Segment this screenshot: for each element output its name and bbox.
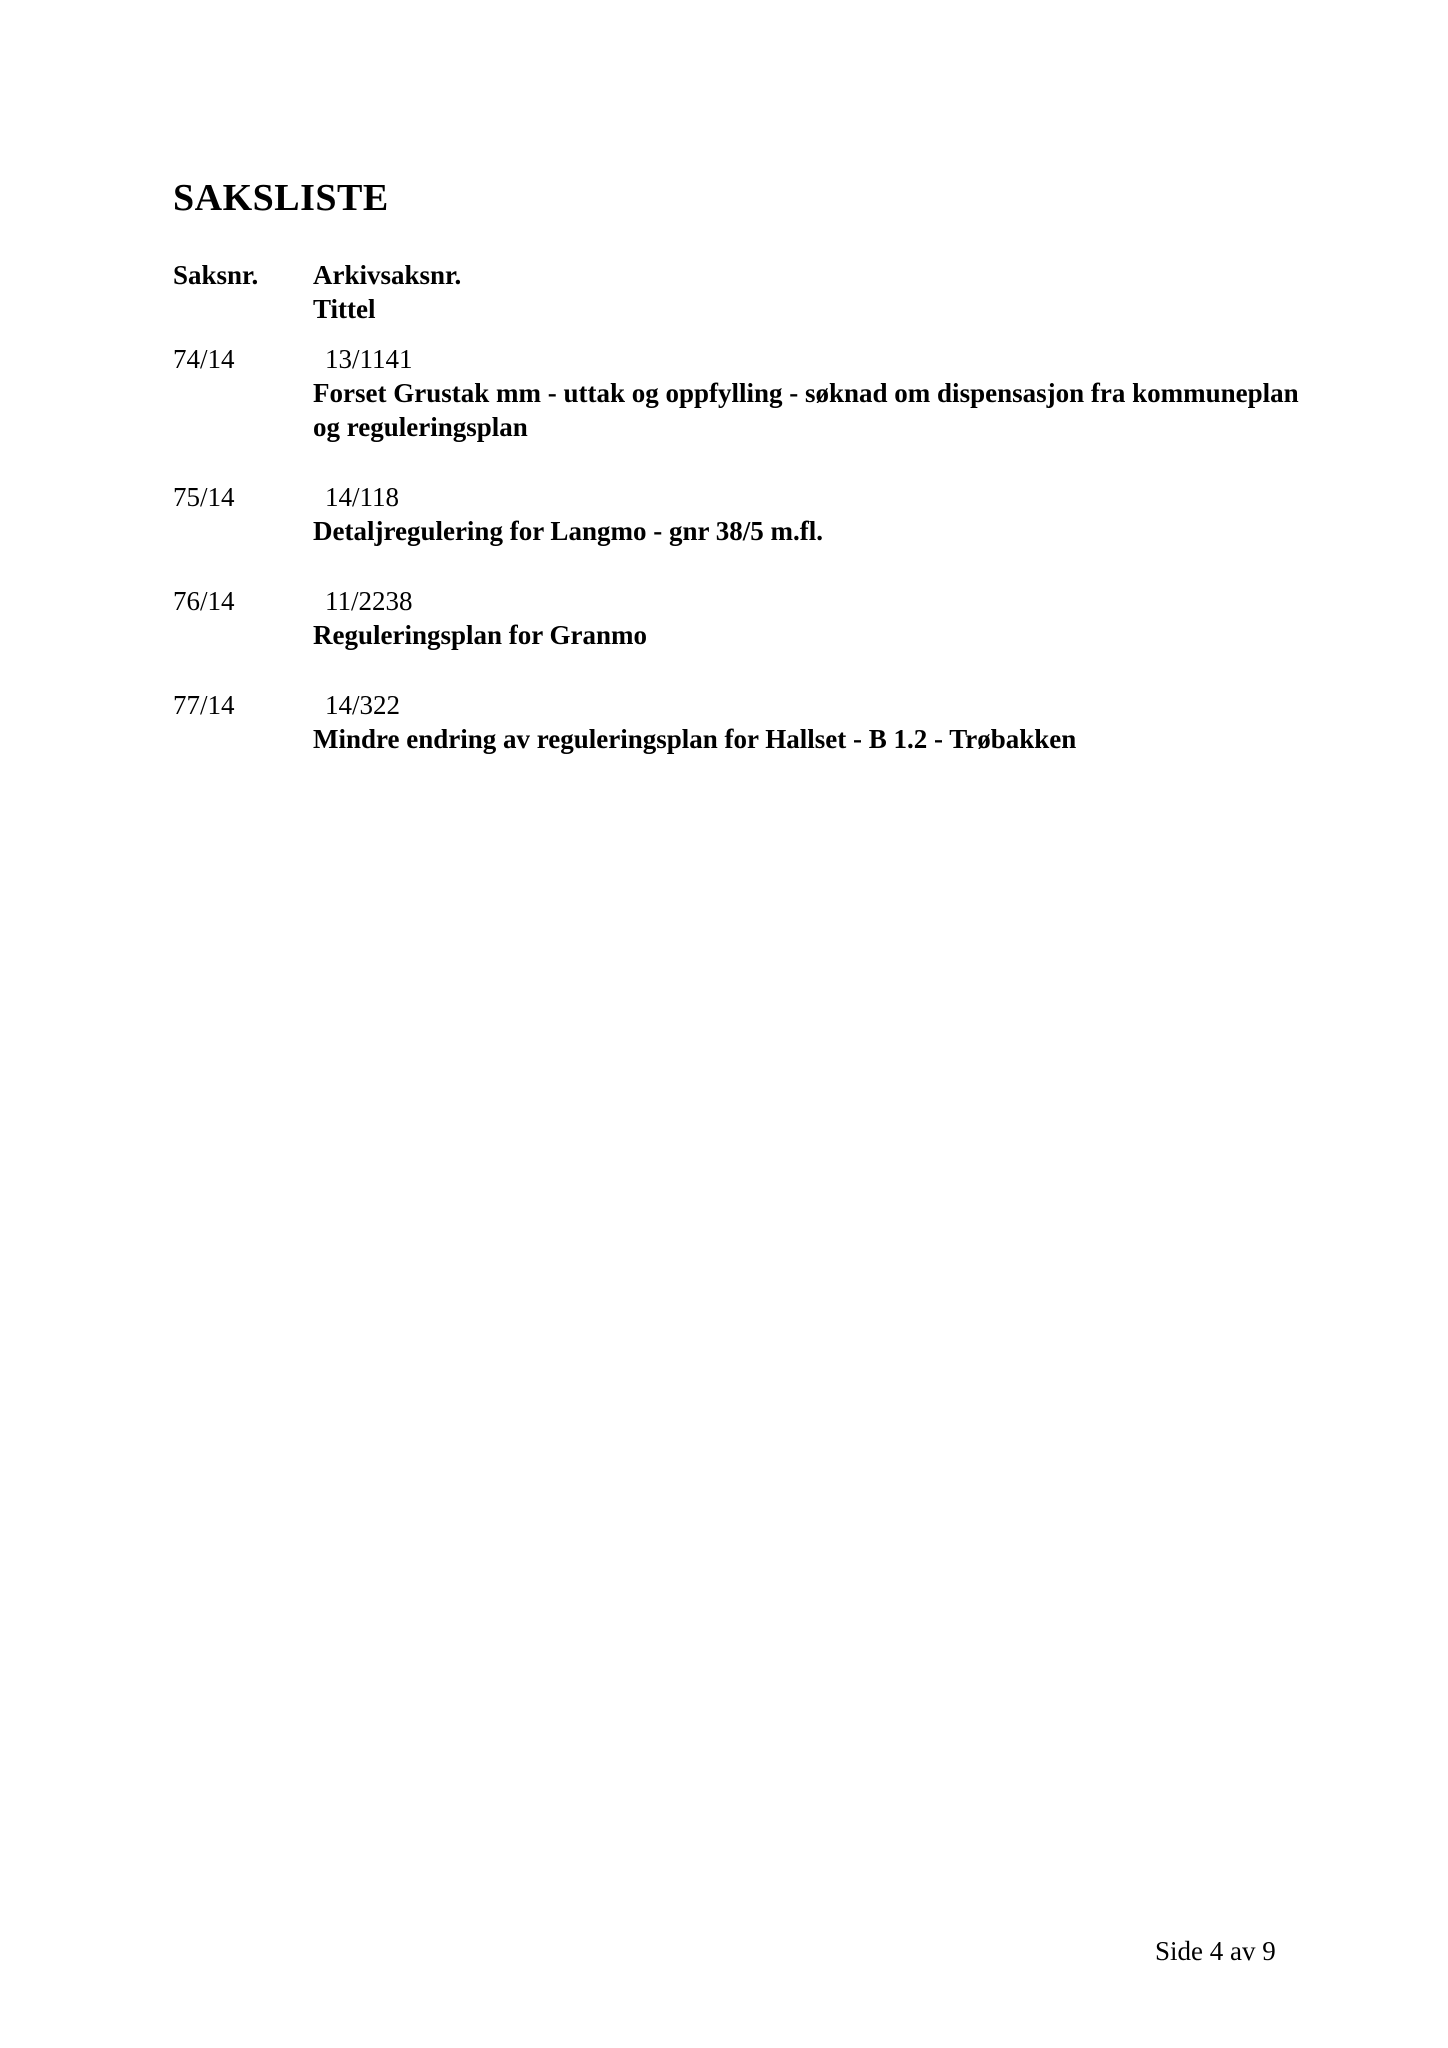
entry-saksnr: 74/14 — [173, 344, 235, 374]
entry-body — [313, 584, 1313, 652]
entry-saksnr: 75/14 — [173, 482, 235, 512]
page-title: SAKSLISTE — [173, 177, 389, 219]
entry-arkivsaksnr: 13/1141 — [325, 344, 413, 374]
entry-tittel: Reguleringsplan for Granmo — [313, 620, 648, 650]
entry-arkivsaksnr: 14/322 — [325, 690, 401, 720]
entry-saksnr: 77/14 — [173, 690, 235, 720]
header-tittel: Tittel — [313, 294, 376, 324]
header-body — [313, 258, 1313, 326]
entry-arkivsaksnr: 14/118 — [325, 482, 399, 512]
entry-body — [313, 342, 1313, 444]
header-saksnr: Saksnr. — [173, 260, 259, 290]
entry-body — [313, 688, 1313, 756]
entry-saksnr: 76/14 — [173, 586, 235, 616]
page-number: Side 4 av 9 — [1155, 1936, 1276, 1966]
entry-arkivsaksnr: 11/2238 — [325, 586, 413, 616]
entry-tittel: Mindre endring av reguleringsplan for Hallset - B 1.2 - Trøbakken — [313, 724, 1077, 754]
header-arkivsaksnr: Arkivsaksnr. — [313, 260, 462, 290]
entry-body — [313, 480, 1313, 548]
entry-tittel: Detaljregulering for Langmo - gnr 38/5 m.fl. — [313, 516, 823, 546]
entry-tittel: Forset Grustak mm - uttak og oppfylling - søknad om dispensasjon fra kommuneplan og reguleringsplan — [313, 378, 1299, 442]
